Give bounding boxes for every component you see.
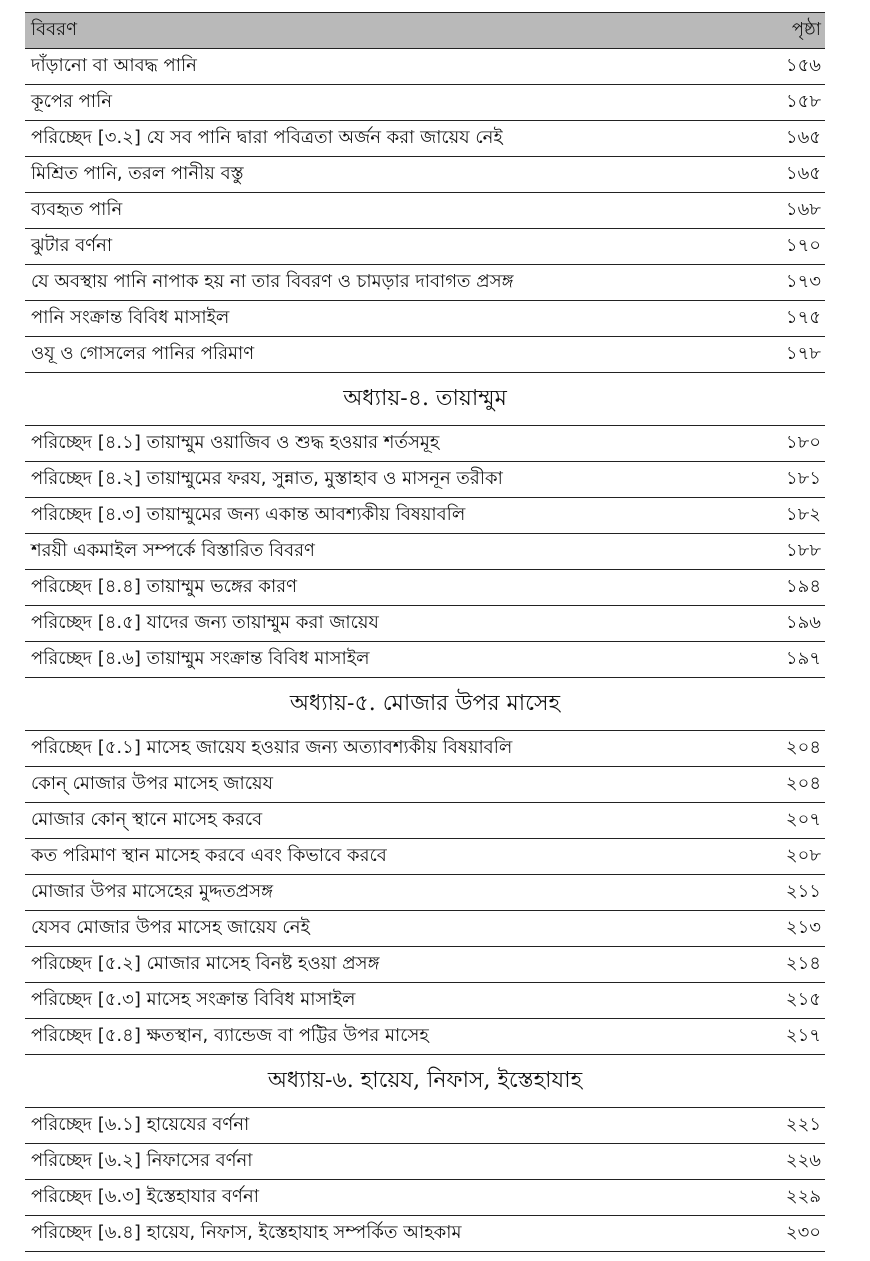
entry-title: পরিচ্ছেদ [৫.৩] মাসেহ সংক্রান্ত বিবিধ মাসাইল xyxy=(25,983,725,1019)
toc-entry-row xyxy=(25,1216,825,1252)
entry-title: মিশ্রিত পানি, তরল পানীয় বস্তু xyxy=(25,157,725,193)
entry-page-number: ১৫৬ xyxy=(725,49,825,85)
entry-page-number: ১৯৪ xyxy=(725,570,825,606)
toc-entry-row xyxy=(25,1180,825,1216)
toc-table xyxy=(25,426,825,678)
entry-page-number: ১৯৭ xyxy=(725,642,825,678)
entry-page-number: ২০৪ xyxy=(725,731,825,767)
entry-page-number: ১৮২ xyxy=(725,498,825,534)
entry-page-number: ২১৭ xyxy=(725,1019,825,1055)
entry-page-number: ২০৭ xyxy=(725,803,825,839)
toc-entry-row xyxy=(25,803,825,839)
entry-page-number: ১৯৬ xyxy=(725,606,825,642)
entry-title: যেসব মোজার উপর মাসেহ জায়েয নেই xyxy=(25,911,725,947)
entry-page-number: ১৬৫ xyxy=(725,157,825,193)
entry-title: দাঁড়ানো বা আবদ্ধ পানি xyxy=(25,49,725,85)
entry-title: পরিচ্ছেদ [৬.৪] হায়েয, নিফাস, ইস্তেহাযাহ সম্পর্কিত আহকাম xyxy=(25,1216,725,1252)
toc-page xyxy=(25,0,825,1252)
toc-entry-row xyxy=(25,642,825,678)
entry-title: ব্যবহৃত পানি xyxy=(25,193,725,229)
entry-page-number: ২০৮ xyxy=(725,839,825,875)
column-header-title: বিবরণ xyxy=(25,13,725,49)
toc-entry-row xyxy=(25,534,825,570)
entry-title: পরিচ্ছেদ [৪.৪] তায়াম্মুম ভঙ্গের কারণ xyxy=(25,570,725,606)
toc-entry-row xyxy=(25,839,825,875)
entry-title: কত পরিমাণ স্থান মাসেহ করবে এবং কিভাবে করবে xyxy=(25,839,725,875)
entry-title: ঝুটার বর্ণনা xyxy=(25,229,725,265)
entry-title: পরিচ্ছেদ [৫.৪] ক্ষতস্থান, ব্যান্ডেজ বা পট্টির উপর মাসেহ xyxy=(25,1019,725,1055)
entry-title: কোন্ মোজার উপর মাসেহ জায়েয xyxy=(25,767,725,803)
entry-page-number: ২০৪ xyxy=(725,767,825,803)
toc-entry-row xyxy=(25,157,825,193)
entry-title: পরিচ্ছেদ [৩.২] যে সব পানি দ্বারা পবিত্রতা অর্জন করা জায়েয নেই xyxy=(25,121,725,157)
entry-page-number: ২২৬ xyxy=(725,1144,825,1180)
toc-entry-row xyxy=(25,462,825,498)
entry-page-number: ১৮১ xyxy=(725,462,825,498)
entry-title: পরিচ্ছেদ [৬.২] নিফাসের বর্ণনা xyxy=(25,1144,725,1180)
toc-entry-row xyxy=(25,49,825,85)
table-of-contents xyxy=(25,12,825,1252)
toc-entry-row xyxy=(25,767,825,803)
toc-entry-row xyxy=(25,337,825,373)
toc-entry-row xyxy=(25,498,825,534)
entry-title: পরিচ্ছেদ [৪.২] তায়াম্মুমের ফরয, সুন্নাত, মুস্তাহাব ও মাসনূন তরীকা xyxy=(25,462,725,498)
entry-title: মোজার কোন্ স্থানে মাসেহ করবে xyxy=(25,803,725,839)
toc-entry-row xyxy=(25,947,825,983)
entry-page-number: ২২৯ xyxy=(725,1180,825,1216)
toc-entry-row xyxy=(25,570,825,606)
entry-page-number: ১৭৮ xyxy=(725,337,825,373)
chapter-heading: অধ্যায়-৪. তায়াম্মুম xyxy=(25,373,825,426)
toc-entry-row xyxy=(25,85,825,121)
entry-title: পরিচ্ছেদ [৪.৩] তায়াম্মুমের জন্য একান্ত আবশ্যকীয় বিষয়াবলি xyxy=(25,498,725,534)
entry-page-number: ১৮৮ xyxy=(725,534,825,570)
chapter-heading: অধ্যায়-৬. হায়েয, নিফাস, ইস্তেহাযাহ xyxy=(25,1055,825,1108)
toc-entry-row xyxy=(25,1108,825,1144)
entry-title: ওযূ ও গোসলের পানির পরিমাণ xyxy=(25,337,725,373)
toc-entry-row xyxy=(25,1019,825,1055)
entry-title: পরিচ্ছেদ [৬.৩] ইস্তেহাযার বর্ণনা xyxy=(25,1180,725,1216)
entry-page-number: ২২১ xyxy=(725,1108,825,1144)
toc-table xyxy=(25,1108,825,1252)
entry-title: শরয়ী একমাইল সম্পর্কে বিস্তারিত বিবরণ xyxy=(25,534,725,570)
toc-entry-row xyxy=(25,1144,825,1180)
entry-page-number: ১৭০ xyxy=(725,229,825,265)
toc-header-row xyxy=(25,13,825,49)
entry-title: পরিচ্ছেদ [৫.২] মোজার মাসেহ বিনষ্ট হওয়া প্রসঙ্গ xyxy=(25,947,725,983)
toc-entry-row xyxy=(25,121,825,157)
toc-entry-row xyxy=(25,193,825,229)
entry-page-number: ১৭৫ xyxy=(725,301,825,337)
toc-entry-row xyxy=(25,911,825,947)
entry-page-number: ২১৪ xyxy=(725,947,825,983)
entry-title: পরিচ্ছেদ [৫.১] মাসেহ জায়েয হওয়ার জন্য অত্যাবশ্যকীয় বিষয়াবলি xyxy=(25,731,725,767)
toc-section xyxy=(25,1055,825,1252)
entry-page-number: ২৩০ xyxy=(725,1216,825,1252)
entry-title: কূপের পানি xyxy=(25,85,725,121)
entry-page-number: ১৬৫ xyxy=(725,121,825,157)
entry-title: মোজার উপর মাসেহের মুদ্দতপ্রসঙ্গ xyxy=(25,875,725,911)
entry-title: পানি সংক্রান্ত বিবিধ মাসাইল xyxy=(25,301,725,337)
toc-entry-row xyxy=(25,426,825,462)
toc-table xyxy=(25,12,825,373)
entry-title: পরিচ্ছেদ [৬.১] হায়েযের বর্ণনা xyxy=(25,1108,725,1144)
column-header-page: পৃষ্ঠা xyxy=(725,13,825,49)
toc-entry-row xyxy=(25,229,825,265)
entry-page-number: ১৫৮ xyxy=(725,85,825,121)
entry-title: পরিচ্ছেদ [৪.৫] যাদের জন্য তায়াম্মুম করা জায়েয xyxy=(25,606,725,642)
toc-entry-row xyxy=(25,301,825,337)
toc-table xyxy=(25,731,825,1055)
top-margin xyxy=(25,0,825,12)
toc-entry-row xyxy=(25,606,825,642)
toc-entry-row xyxy=(25,983,825,1019)
toc-section xyxy=(25,12,825,373)
toc-entry-row xyxy=(25,875,825,911)
toc-entry-row xyxy=(25,731,825,767)
toc-section xyxy=(25,373,825,678)
entry-page-number: ২১৩ xyxy=(725,911,825,947)
entry-title: যে অবস্থায় পানি নাপাক হয় না তার বিবরণ ও চামড়ার দাবাগত প্রসঙ্গ xyxy=(25,265,725,301)
toc-entry-row xyxy=(25,265,825,301)
entry-page-number: ১৬৮ xyxy=(725,193,825,229)
entry-title: পরিচ্ছেদ [৪.৬] তায়াম্মুম সংক্রান্ত বিবিধ মাসাইল xyxy=(25,642,725,678)
entry-page-number: ১৭৩ xyxy=(725,265,825,301)
entry-page-number: ১৮০ xyxy=(725,426,825,462)
toc-section xyxy=(25,678,825,1055)
chapter-heading: অধ্যায়-৫. মোজার উপর মাসেহ xyxy=(25,678,825,731)
entry-title: পরিচ্ছেদ [৪.১] তায়াম্মুম ওয়াজিব ও শুদ্ধ হওয়ার শর্তসমূহ xyxy=(25,426,725,462)
entry-page-number: ২১৫ xyxy=(725,983,825,1019)
entry-page-number: ২১১ xyxy=(725,875,825,911)
